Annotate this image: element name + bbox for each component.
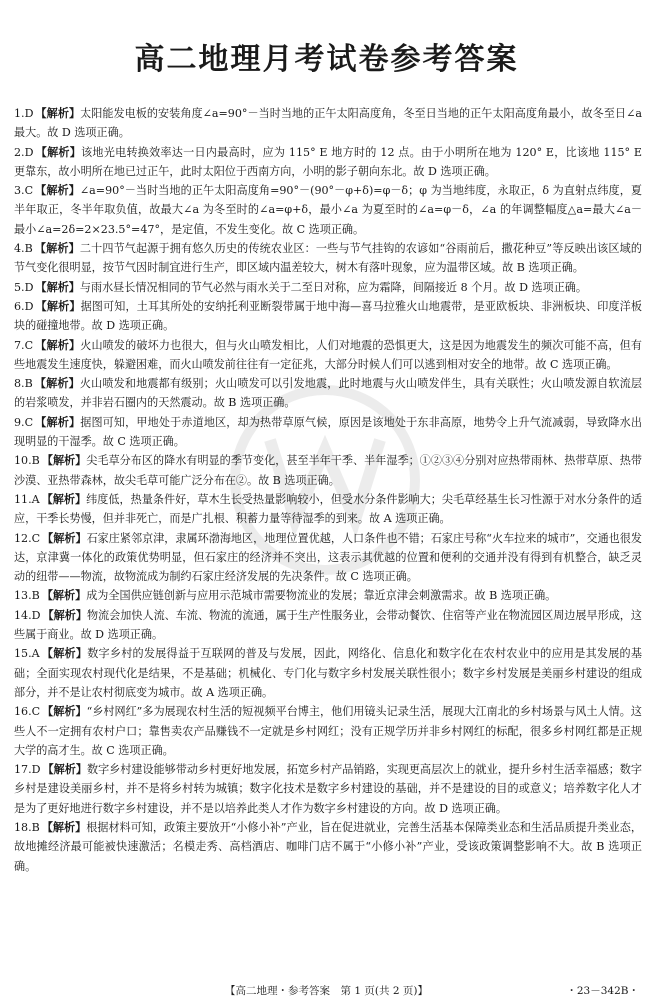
footer-page-info: 【高二地理・参考答案 第 1 页(共 2 页)】 (225, 985, 428, 997)
analysis-tag: 【解析】 (41, 589, 87, 603)
answer-item (14, 239, 642, 278)
answer-choice: A (31, 492, 40, 506)
answer-choice: B (24, 242, 33, 256)
answer-item (14, 181, 642, 239)
question-number: 2. (14, 145, 25, 159)
analysis-tag: 【解析】 (41, 647, 88, 661)
analysis-text: 纬度低，热量条件好，草木生长受热量影响较小，但受水分条件影响大；尖毛草经基生长习性源于对水分条件的适应，干季长势慢，但并非死亡，而是广扎根、积蓄力量等待湿季的到来。故 A 选项正确。 (14, 492, 642, 526)
analysis-text: 与雨水昼长情况相同的节气必然与雨水关于二至日对称，应为霜降，间隔接近 8 个月。故 D 选项正确。 (79, 280, 587, 294)
answer-item (14, 644, 642, 702)
analysis-text: 数字乡村建设能够带动乡村更好地发展，拓宽乡村产品销路，实现更高层次上的就业，提升乡村生活幸福感；数字乡村是建设美丽乡村，并不是将乡村转为城镇；数字化技术是数字乡村建设的基础，并不是建设的目的或意义；培养数字化人才是为了更好地进行数字乡村建设，并不是以培养此类人才作为数字乡村建设的方向。故 D 选项正确。 (14, 763, 642, 815)
question-number: 9. (14, 415, 25, 429)
answer-choice: B (31, 454, 40, 468)
analysis-tag: 【解析】 (34, 377, 80, 391)
answer-choice: D (31, 608, 41, 622)
answer-item (14, 586, 642, 605)
analysis-tag: 【解析】 (42, 531, 87, 545)
analysis-text: 成为全国供应链创新与应用示范城市需要物流业的发展；靠近京津会刺激需求。故 B 选项正确。 (86, 589, 557, 603)
page-title: 高二地理月考试卷参考答案 (134, 42, 519, 77)
analysis-tag: 【解析】 (35, 280, 80, 294)
analysis-text: 石家庄紧邻京津，隶属环渤海地区，地理位置优越，人口条件也不错；石家庄号称“火车拉来的城市”，交通也很发达，京津冀一体化的政策优势明显，但石家庄的经济并不突出，这表示其优越的位置和便利的交通并没有得到有机整合，缺乏灵动的纽带——物流，故物流成为制约石家庄经济发展的先决条件。故 C 选项正确。 (14, 531, 642, 584)
answer-item (14, 143, 642, 182)
analysis-tag: 【解析】 (35, 299, 81, 313)
analysis-text: “乡村网红”多为展现农村生活的短视频平台博主，他们用镜头记录生活，展现大江南北的乡村场景与风土人情。这些人不一定拥有农村户口；靠售卖农产品赚钱不一定就是乡村网红；没有正规学历并非乡村网红的标配，很多乡村网红都是正规大学的高才生。故 C 选项正确。 (14, 705, 642, 757)
analysis-tag: 【解析】 (35, 415, 81, 429)
question-number: 5. (14, 280, 25, 294)
question-number: 7. (14, 338, 25, 352)
answer-choice: C (31, 531, 41, 545)
answer-choice: C (24, 184, 34, 198)
analysis-text: 该地光电转换效率达一日内最高时，应为 115° E 地方时的 12 点。由于小明所在地为 120° E，比该地 115° E 更靠东，故小明所在地已过正午，此时太阳位于西南方向，小明的影子朝向东北。故 D 选项正确。 (14, 145, 642, 178)
question-number: 6. (14, 299, 25, 313)
question-number: 13. (14, 589, 32, 603)
answer-choice: D (24, 107, 34, 120)
answer-choice: B (24, 377, 33, 391)
answer-choice: C (24, 415, 34, 429)
question-number: 14. (14, 608, 32, 622)
analysis-tag: 【解析】 (41, 820, 87, 834)
answer-item (14, 413, 642, 452)
answer-choice: D (24, 280, 34, 294)
analysis-text: 火山喷发的破坏力也很大，但与火山喷发相比，人们对地震的恐惧更大，这是因为地震发生的频次可能不高，但有些地震发生速度快，躲避困难，而火山喷发前往往有一定征兆，大部分时候人们可以逃到相对安全的地带。故 C 选项正确。 (14, 338, 642, 371)
question-number: 1. (14, 107, 25, 120)
answer-choice: D (31, 763, 41, 777)
analysis-tag: 【解析】 (34, 242, 80, 256)
answer-choice: A (31, 647, 40, 661)
answer-item (14, 490, 642, 529)
analysis-text: 数字乡村的发展得益于互联网的普及与发展，因此，网络化、信息化和数字化在农村农业中的应用是其发展的基础；全面实现农村现代化是结果，不是基础；机械化、专门化与数字乡村发展关联性很小；数字乡村发展是美丽乡村建设的组成部分，并不是让农村彻底变为城市。故 A 选项正确。 (14, 647, 642, 699)
answer-choice: B (31, 589, 40, 603)
analysis-text: 物流会加快人流、车流、物流的流通，属于生产性服务业，会带动餐饮、住宿等产业在物流园区周边展早形成，这些属于商业。故 D 选项正确。 (14, 608, 642, 642)
footer-exam-code: ・23－342B・ (566, 985, 639, 997)
analysis-tag: 【解析】 (35, 145, 82, 159)
answer-item (14, 278, 642, 297)
analysis-text: 火山喷发和地震都有级别；火山喷发可以引发地震，此时地震与火山喷发伴生，具有关联性；火山喷发源自软流层的岩浆喷发，并非岩石圈内的天然震动。故 B 选项正确。 (14, 377, 642, 410)
answer-item (14, 297, 642, 336)
answer-item (14, 702, 642, 760)
answer-list (14, 104, 642, 876)
analysis-tag: 【解析】 (35, 107, 81, 120)
analysis-tag: 【解析】 (35, 338, 81, 352)
answer-item (14, 336, 642, 375)
question-number: 12. (14, 531, 32, 545)
analysis-tag: 【解析】 (42, 705, 87, 719)
page-footer (0, 982, 653, 1000)
question-number: 16. (14, 705, 32, 719)
answer-item (14, 760, 642, 818)
analysis-tag: 【解析】 (41, 454, 87, 468)
analysis-tag: 【解析】 (35, 184, 80, 198)
question-number: 8. (14, 377, 25, 391)
answer-choice: C (31, 705, 41, 719)
question-number: 11. (14, 492, 32, 506)
question-number: 10. (14, 454, 32, 468)
question-number: 15. (14, 647, 32, 661)
answer-item (14, 529, 642, 587)
analysis-tag: 【解析】 (41, 492, 87, 506)
answer-item (14, 818, 642, 876)
answer-item (14, 451, 642, 490)
analysis-text: 据图可知，甲地处于赤道地区，却为热带草原气候，原因是该地处于东非高原，地势令上升气流减弱，导致降水出现明显的干湿季。故 C 选项正确。 (14, 415, 642, 449)
answer-choice: D (24, 299, 34, 313)
analysis-text: 尖毛草分布区的降水有明显的季节变化，甚至半年干季、半年湿季；①②③④分别对应热带雨林、热带草原、热带沙漠、亚热带森林，故尖毛草可能广泛分布在②。故 B 选项正确。 (14, 454, 642, 487)
question-number: 17. (14, 763, 32, 777)
answer-choice: D (24, 145, 34, 159)
answer-item (14, 374, 642, 413)
answer-choice: C (24, 338, 34, 352)
answer-item (14, 606, 642, 645)
analysis-text: 太阳能发电板的安装角度∠a=90°－当时当地的正午太阳高度角，冬至日当地的正午太阳高度角最小，故冬至日∠a 最大。故 D 选项正确。 (14, 107, 642, 140)
analysis-tag: 【解析】 (42, 608, 87, 622)
answer-item (14, 104, 642, 143)
question-number: 4. (14, 242, 25, 256)
question-number: 3. (14, 184, 25, 198)
analysis-text: ∠a=90°－当时当地的正午太阳高度角=90°－(90°－φ+δ)=φ－δ；φ 为当地纬度，永取正，δ 为直射点纬度，夏半年取正，冬半年取负值，故最大∠a 为冬至时的∠a=φ+δ，最小∠a 为夏至时的∠a=φ－δ，∠a 的年调整幅度△a=最大∠a－最小∠a=2δ=2×23.5°=47°，是定值，不发生变化。故 C 选项正确。 (14, 184, 642, 236)
answer-choice: B (31, 820, 40, 834)
analysis-text: 根据材料可知，政策主要放开“小修小补”产业，旨在促进就业，完善生活基本保障类业态和生活品质提升类业态，故地摊经济最可能被快速激活；名模走秀、高档酒店、咖啡门店不属于“小修小补”产业，受该政策调整影响不大。故 B 选项正确。 (14, 820, 642, 873)
analysis-text: 据图可知，土耳其所处的安纳托利亚断裂带属于地中海—喜马拉雅火山地震带，是亚欧板块、非洲板块、印度洋板块的碰撞地带。故 D 选项正确。 (14, 299, 642, 333)
question-number: 18. (14, 820, 32, 834)
analysis-text: 二十四节气起源于拥有悠久历史的传统农业区：一些与节气挂钩的农谚如“谷雨前后，撒花种豆”等反映出该区域的节气变化很明显，按节气因时制宜进行生产，即区域内温差较大，树木有落叶现象，应为温带区域。故 B 选项正确。 (14, 242, 642, 275)
analysis-tag: 【解析】 (42, 763, 87, 777)
